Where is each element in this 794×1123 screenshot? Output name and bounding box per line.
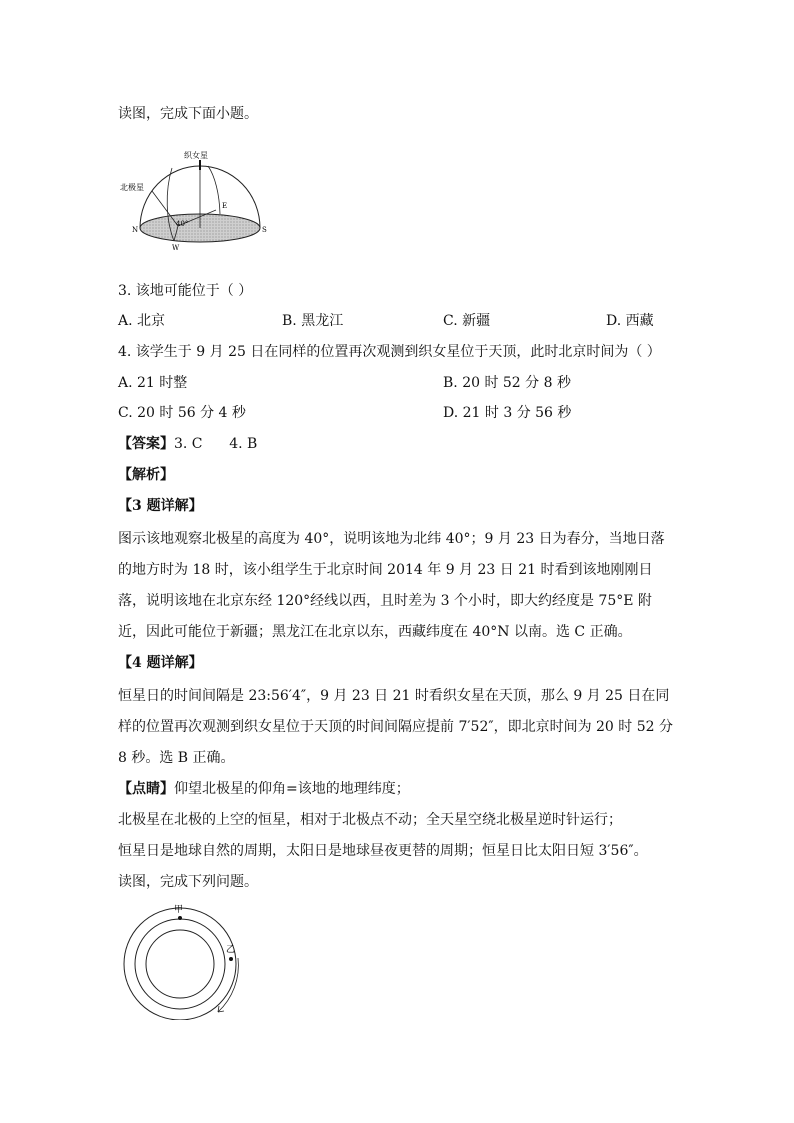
celestial-sphere-diagram	[116, 146, 276, 256]
question-3-option-b: B. 黑龙江	[282, 313, 344, 329]
question-4-option-a: A. 21 时整	[118, 375, 188, 391]
detail-3-label: 【3 题详解】	[118, 498, 203, 514]
answer-text: 3. C 4. B	[174, 436, 258, 452]
intro-text-1: 读图，完成下面小题。	[118, 106, 258, 122]
answer-line	[118, 434, 257, 454]
label-east: E	[222, 202, 228, 210]
orbit-diagram	[120, 900, 250, 1020]
question-4-option-b: B. 20 时 52 分 8 秒	[443, 375, 571, 391]
question-4-stem: 4. 该学生于 9 月 25 日在同样的位置再次观测到织女星位于天顶，此时北京时间为（ ）	[118, 344, 661, 360]
question-4-option-d: D. 21 时 3 分 56 秒	[443, 405, 572, 421]
detail-3-text: 图示该地观察北极星的高度为 40°，说明该地为北纬 40°；9 月 23 日为春分，当地日落的地方时为 18 时，该小组学生于北京时间 2014 年 9 月 23 日 21 时看到该地刚刚日落，说明该地在北京东经 120°经线以西，且时差为 3 个小时，即大约经度是 75°E 附近，因此可能位于新疆；黑龙江在北京以东，西藏纬度在 40°N 以南。选 C 正确。	[118, 531, 665, 640]
label-jia: 甲	[174, 905, 184, 915]
label-north: N	[132, 226, 139, 234]
label-polaris: 北极星	[120, 183, 144, 192]
intro-text-2: 读图，完成下列问题。	[118, 874, 258, 890]
analysis-label: 【解析】	[118, 467, 174, 483]
tip-text-1: 仰望北极星的仰角=该地的地理纬度；	[174, 781, 410, 797]
tip-line-3: 恒星日是地球自然的周期，太阳日是地球昼夜更替的周期；恒星日比太阳日短 3′56″。	[118, 843, 648, 859]
detail-4-label: 【4 题详解】	[118, 655, 203, 671]
label-south: S	[262, 226, 267, 234]
question-3-option-a: A. 北京	[118, 313, 166, 329]
label-vega: 织女星	[184, 151, 208, 160]
question-4-option-c: C. 20 时 56 分 4 秒	[118, 405, 246, 421]
answer-label: 【答案】	[118, 436, 174, 452]
tip-line-1	[118, 779, 410, 799]
tip-line-2: 北极星在北极的上空的恒星，相对于北极点不动；全天星空绕北极星逆时针运行；	[118, 812, 622, 828]
tip-label: 【点睛】	[118, 781, 174, 797]
label-angle: 40°	[176, 220, 189, 228]
label-yi: 乙	[226, 945, 236, 955]
label-west: W	[172, 244, 180, 252]
question-3-stem: 3. 该地可能位于（ ）	[118, 283, 253, 299]
question-3-option-d: D. 西藏	[606, 313, 654, 329]
detail-4-text: 恒星日的时间间隔是 23:56′4″，9 月 23 日 21 时看织女星在天顶，那么 9 月 25 日在同样的位置再次观测到织女星位于天顶的时间间隔应提前 7′52″，即北京时间为 20 时 52 分 8 秒。选 B 正确。	[118, 688, 674, 766]
question-3-option-c: C. 新疆	[443, 313, 491, 329]
